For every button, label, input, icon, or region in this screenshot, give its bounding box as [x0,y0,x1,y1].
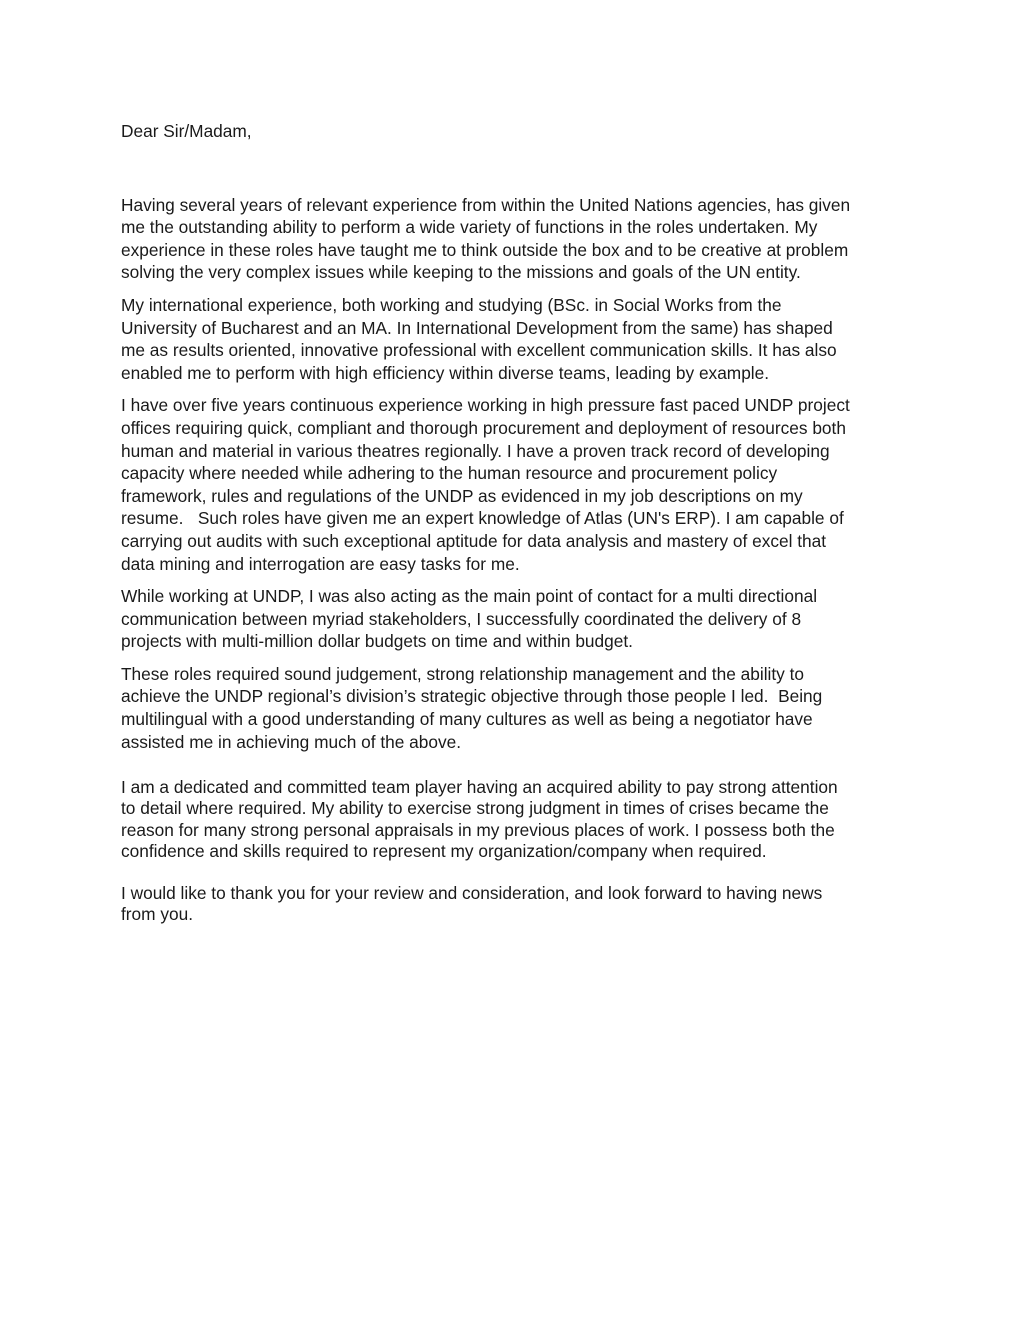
paragraph-line: capacity where needed while adhering to the human resource and procurement policy [121,463,778,484]
paragraph-roles [121,663,911,753]
paragraph-line: human and material in various theatres regionally. I have a proven track record of developing [121,440,830,461]
paragraph-line: confidence and skills required to represent my organization/company when required. [121,840,767,861]
paragraph-line: experience in these roles have taught me to think outside the box and to be creative at problem [121,239,849,260]
paragraph-line: I would like to thank you for your review and consideration, and look forward to having news [121,883,823,904]
paragraph-line: While working at UNDP, I was also acting as the main point of contact for a multi directional [121,586,818,607]
paragraph-line: My international experience, both working and studying (BSc. in Social Works from the [121,294,782,315]
paragraph-international [121,294,911,384]
paragraph-communication [121,585,911,653]
paragraph-line: me as results oriented, innovative professional with excellent communication skills. It has also [121,340,837,361]
paragraph-line: carrying out audits with such exceptional aptitude for data analysis and mastery of excel that [121,530,827,551]
paragraph-line: achieve the UNDP regional’s division’s strategic objective through those people I led. Being [121,686,823,707]
paragraph-line: to detail where required. My ability to exercise strong judgment in times of crises became the [121,798,829,819]
paragraph-line: solving the very complex issues while keeping to the missions and goals of the UN entity. [121,262,801,283]
paragraph-line: resume. Such roles have given me an expert knowledge of Atlas (UN's ERP). I am capable of [121,508,844,529]
paragraph-experience [121,194,911,284]
paragraph-line: I have over five years continuous experience working in high pressure fast paced UNDP project [121,395,850,416]
paragraph-line: me the outstanding ability to perform a wide variety of functions in the roles undertaken. My [121,217,818,238]
salutation: Dear Sir/Madam, [121,121,252,141]
paragraph-line: from you. [121,904,194,925]
paragraph-undp-experience [121,394,911,575]
paragraph-team-player [121,777,911,862]
paragraph-line: multilingual with a good understanding of many cultures as well as being a negotiator have [121,709,813,730]
paragraph-line: enabled me to perform with high efficiency within diverse teams, leading by example. [121,362,770,383]
paragraph-line: reason for many strong personal appraisals in my previous places of work. I possess both the [121,819,835,840]
paragraph-line: offices requiring quick, compliant and thorough procurement and deployment of resources both [121,417,846,438]
paragraph-line: assisted me in achieving much of the above. [121,731,462,752]
paragraph-line: data mining and interrogation are easy tasks for me. [121,553,520,574]
paragraph-closing [121,883,911,925]
paragraph-line: Having several years of relevant experience from within the United Nations agencies, has given [121,194,851,215]
paragraph-line: These roles required sound judgement, strong relationship management and the ability to [121,663,805,684]
paragraph-line: framework, rules and regulations of the UNDP as evidenced in my job descriptions on my [121,485,803,506]
paragraph-line: University of Bucharest and an MA. In International Development from the same) has shaped [121,317,833,338]
paragraph-line: I am a dedicated and committed team player having an acquired ability to pay strong attention [121,777,838,798]
paragraph-line: projects with multi-million dollar budgets on time and within budget. [121,631,633,652]
paragraph-line: communication between myriad stakeholders, I successfully coordinated the delivery of 8 [121,608,802,629]
cover-letter [121,120,911,925]
